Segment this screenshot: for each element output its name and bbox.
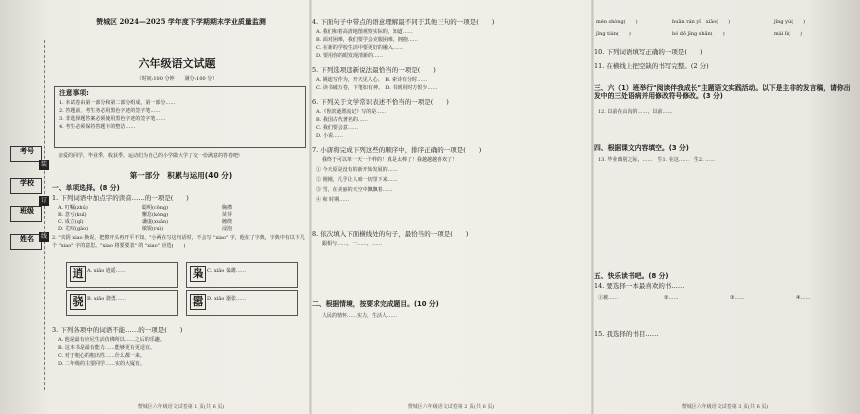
- exam-page-1: [52, 0, 310, 414]
- question-5: 5. 下列选项违新说法最恰当的一项是( ): [312, 66, 436, 74]
- question-15: 15. 我选择的书目……: [594, 330, 659, 338]
- section-1-heading: 一、单项选择。(8 分): [52, 184, 120, 192]
- q1-option-a: A. 叮嘱(zhǔ): [58, 205, 88, 211]
- question-6: 6. 下列关于文学常识表述不恰当的一项是( ): [312, 98, 449, 106]
- exam-page-2: [312, 0, 590, 414]
- question-7: 7. 小唐将完成下列这些的顺序中，排序正确的一项是( ): [312, 146, 482, 154]
- question-13: 13. 毕业离别之际，…… 生1. 在这…… 生2. ……: [598, 157, 716, 163]
- dict-text: D. xiāo 嚣张……: [207, 296, 247, 302]
- notes-title: 注意事项:: [59, 89, 89, 97]
- question-8: 8. 依次填入下面横线处的句子，最恰当的一项是( ): [312, 230, 469, 238]
- dict-text: A. xiāo 逍遥……: [87, 268, 126, 274]
- question-3: 3. 下列各项中的词语不能……的一项是( ): [52, 326, 183, 334]
- q1-option-c-3: 缠绕: [222, 219, 233, 225]
- school-label: 学校: [20, 179, 34, 187]
- exam-title: 六年级语文试题: [138, 57, 216, 70]
- question-4: 4. 下面句子中带点的语意理解最不同于其他三句的一项是( ): [312, 18, 495, 26]
- q4-option-b: B. 面对困难，我们要学会克服困难，拥抱……: [316, 37, 418, 43]
- dict-char: 骁: [70, 294, 86, 310]
- class-label: 班级: [20, 207, 34, 215]
- q3-option-c: C. 对于粗心的粗出性……什么都一来。: [58, 353, 145, 359]
- question-1: 1. 下列词语中加点字的读音……的一项是( ): [52, 194, 189, 202]
- q14-option: ④……: [796, 295, 811, 301]
- exam-number-label: 考号: [20, 147, 34, 155]
- q1-option-d-3: 浸泡: [222, 226, 233, 232]
- q6-option-c: C. 我们要会意……: [316, 125, 358, 131]
- dict-char: 逍: [70, 266, 86, 282]
- section-2-heading: 二、根据情境，按要求完成题目。(10 分): [312, 300, 439, 308]
- q3-option-a: A. 他是最有应尼生活仿佛所以……之后的乐趣。: [58, 337, 165, 343]
- binding-strip: [6, 0, 50, 414]
- dict-char: 嚣: [190, 294, 206, 310]
- question-14: 14. 要选择一本最喜欢的书……: [594, 282, 685, 290]
- q7-lead: 我终于可以单一天一个样的！真是太棒了！我越越越喜欢了！: [322, 157, 458, 163]
- page-3-footer: 赞城区六年级语文试卷第 3 页(共 6 页): [681, 404, 769, 410]
- pinyin-item: mài lì( ): [774, 31, 803, 37]
- q14-option: ③……: [730, 295, 745, 301]
- q5-options-ab: A. 姚迪写作为，开天见人心。 B. 索诗有分时……: [316, 77, 428, 83]
- fold-mark: 线: [40, 233, 47, 240]
- notes-box: [54, 86, 306, 148]
- note-line: 4. 考生必须保持答题卡的整洁……: [59, 124, 136, 130]
- fold-mark: 装: [40, 161, 47, 168]
- exam-header: 赞城区 2024—2025 学年度下学期期末学业质量监测: [96, 17, 266, 26]
- section-2-text: 人民的情怀……实力，生活人……: [322, 313, 398, 319]
- section-3-text: 12. 以前在山沟的……，以前……: [598, 109, 673, 115]
- intro-text: 亲爱的同学，毕业季，收获季。运动们为自己的小学做大学了交一份满意的答卷吧!: [58, 153, 241, 159]
- section-5-heading: 五、快乐读书吧。(8 分): [594, 272, 669, 280]
- exam-subtitle: （时间:100 分钟 满分:100 分）: [136, 76, 218, 82]
- note-line: 1. 本试卷由第一部分和第二部分组成，第一部分……: [59, 100, 176, 106]
- q14-option: ①被……: [598, 295, 619, 301]
- pinyin-item: jǐng yú( ): [774, 19, 806, 25]
- pinyin-item: mén shòng( ): [596, 19, 638, 25]
- q7-item: ④ 和 时期……: [316, 197, 350, 203]
- section-4-heading: 四、根据课文内容填空。(3 分): [594, 144, 689, 152]
- note-line: 2. 答题前，考生务必用黑色字迹的签字笔……: [59, 108, 161, 114]
- q7-item: ① 今天原是没有的新开始发展的……: [316, 167, 398, 173]
- dictionary-entry-d: [186, 290, 298, 316]
- fold-line: [44, 40, 45, 390]
- q1-option-b: B. 忽亏(kuī): [58, 212, 87, 218]
- name-label: 姓名: [20, 235, 34, 243]
- dict-char: 枭: [190, 266, 206, 282]
- title-block: [92, 55, 262, 82]
- q1-option-d-2: 敏锐(ruì): [142, 226, 164, 232]
- q1-option-d: D. 尤叹(gāo): [58, 226, 89, 232]
- q1-option-c: C. 成立(qǐ): [58, 219, 84, 225]
- q3-option-d: D. 二年级的主要同学……实的大厦有。: [58, 361, 146, 367]
- question-10: 10. 下列词语填写正确的一项是( ): [594, 48, 703, 56]
- exam-page-3: [594, 0, 856, 414]
- q6-option-d: D. 小说……: [316, 133, 344, 139]
- pinyin-item: huān rán yǐ xiǎo( ): [672, 19, 731, 25]
- dictionary-entry-a: [66, 262, 178, 288]
- q8-text: 跟相与……，一……，……: [322, 241, 383, 247]
- note-line: 3. 非选择题答案必须使用黑色字迹的签字笔……: [59, 116, 166, 122]
- q7-item: ③ 雪，在美丽的天空中飘飘着……: [316, 187, 393, 193]
- page-2-footer: 赞城区六年级语文试卷第 2 页(共 6 页): [407, 404, 495, 410]
- q1-option-b-3: 苗芽: [222, 212, 233, 218]
- q6-option-a: A.《鲁滨逊漂流记》写的是……: [316, 109, 387, 115]
- section-3-heading: 三、六（1）班举行"阅读伴我成长"主题语文实践活动。以下是主非的发言稿，请你出发中的三处语病并用修改符号修改。(3 分): [594, 84, 851, 100]
- q1-option-c-2: 谦虚(xuān): [142, 219, 169, 225]
- q1-option-a-2: 聪明(cōng): [142, 205, 169, 211]
- q6-option-b: B. 我国古代著名的……: [316, 117, 368, 123]
- question-2: 2. "夹阴 xiao 换说，把擦开头再开平不知，"小两在写这句话时，不会写 "xiao" 字，他在了字典，字典中有以下几个 "xiao" 字的意思。"xiao 将要要表" 的 "xiao" 应选( ): [52, 235, 305, 249]
- q1-option-b-2: 懈怠(kòng): [142, 212, 169, 218]
- q4-option-c: C. 在新的学校生活中要更好的融入……: [316, 45, 403, 51]
- pinyin-item: jǐng tián( ): [596, 31, 631, 37]
- q1-option-a-3: 胸襟: [222, 205, 233, 211]
- dictionary-entry-c: [186, 262, 298, 288]
- dict-text: B. xiāo 骁勇……: [87, 296, 126, 302]
- part-1-heading: 第一部分 积累与运用(40 分): [129, 171, 233, 180]
- q7-item: ② 刚刚，几乎让人咱一切里下来……: [316, 177, 398, 183]
- dict-text: C. xiāo 枭雄……: [207, 268, 246, 274]
- q4-option-d: D. 要用你的眼发现清新的……: [316, 53, 384, 59]
- question-11: 11. 在横线上把空缺的书写完整。(2 分): [594, 62, 709, 70]
- fold-mark: 订: [40, 197, 47, 204]
- q5-options-cd: C. 读书破万卷，下笔如有神。 D. 书到用时方恨少……: [316, 85, 438, 91]
- q4-option-a: A. 我们和着高清地图观察实际的，知道……: [316, 29, 413, 35]
- dictionary-entry-b: [66, 290, 178, 316]
- q14-option: ②……: [664, 295, 679, 301]
- pinyin-item: bó dǒ jǐng shān( ): [672, 31, 725, 37]
- page-1-footer: 赞城区六年级语文试卷第 1 页(共 6 页): [137, 404, 225, 410]
- q3-option-b: B. 这本书是最有能力……能够更有更适宜。: [58, 345, 155, 351]
